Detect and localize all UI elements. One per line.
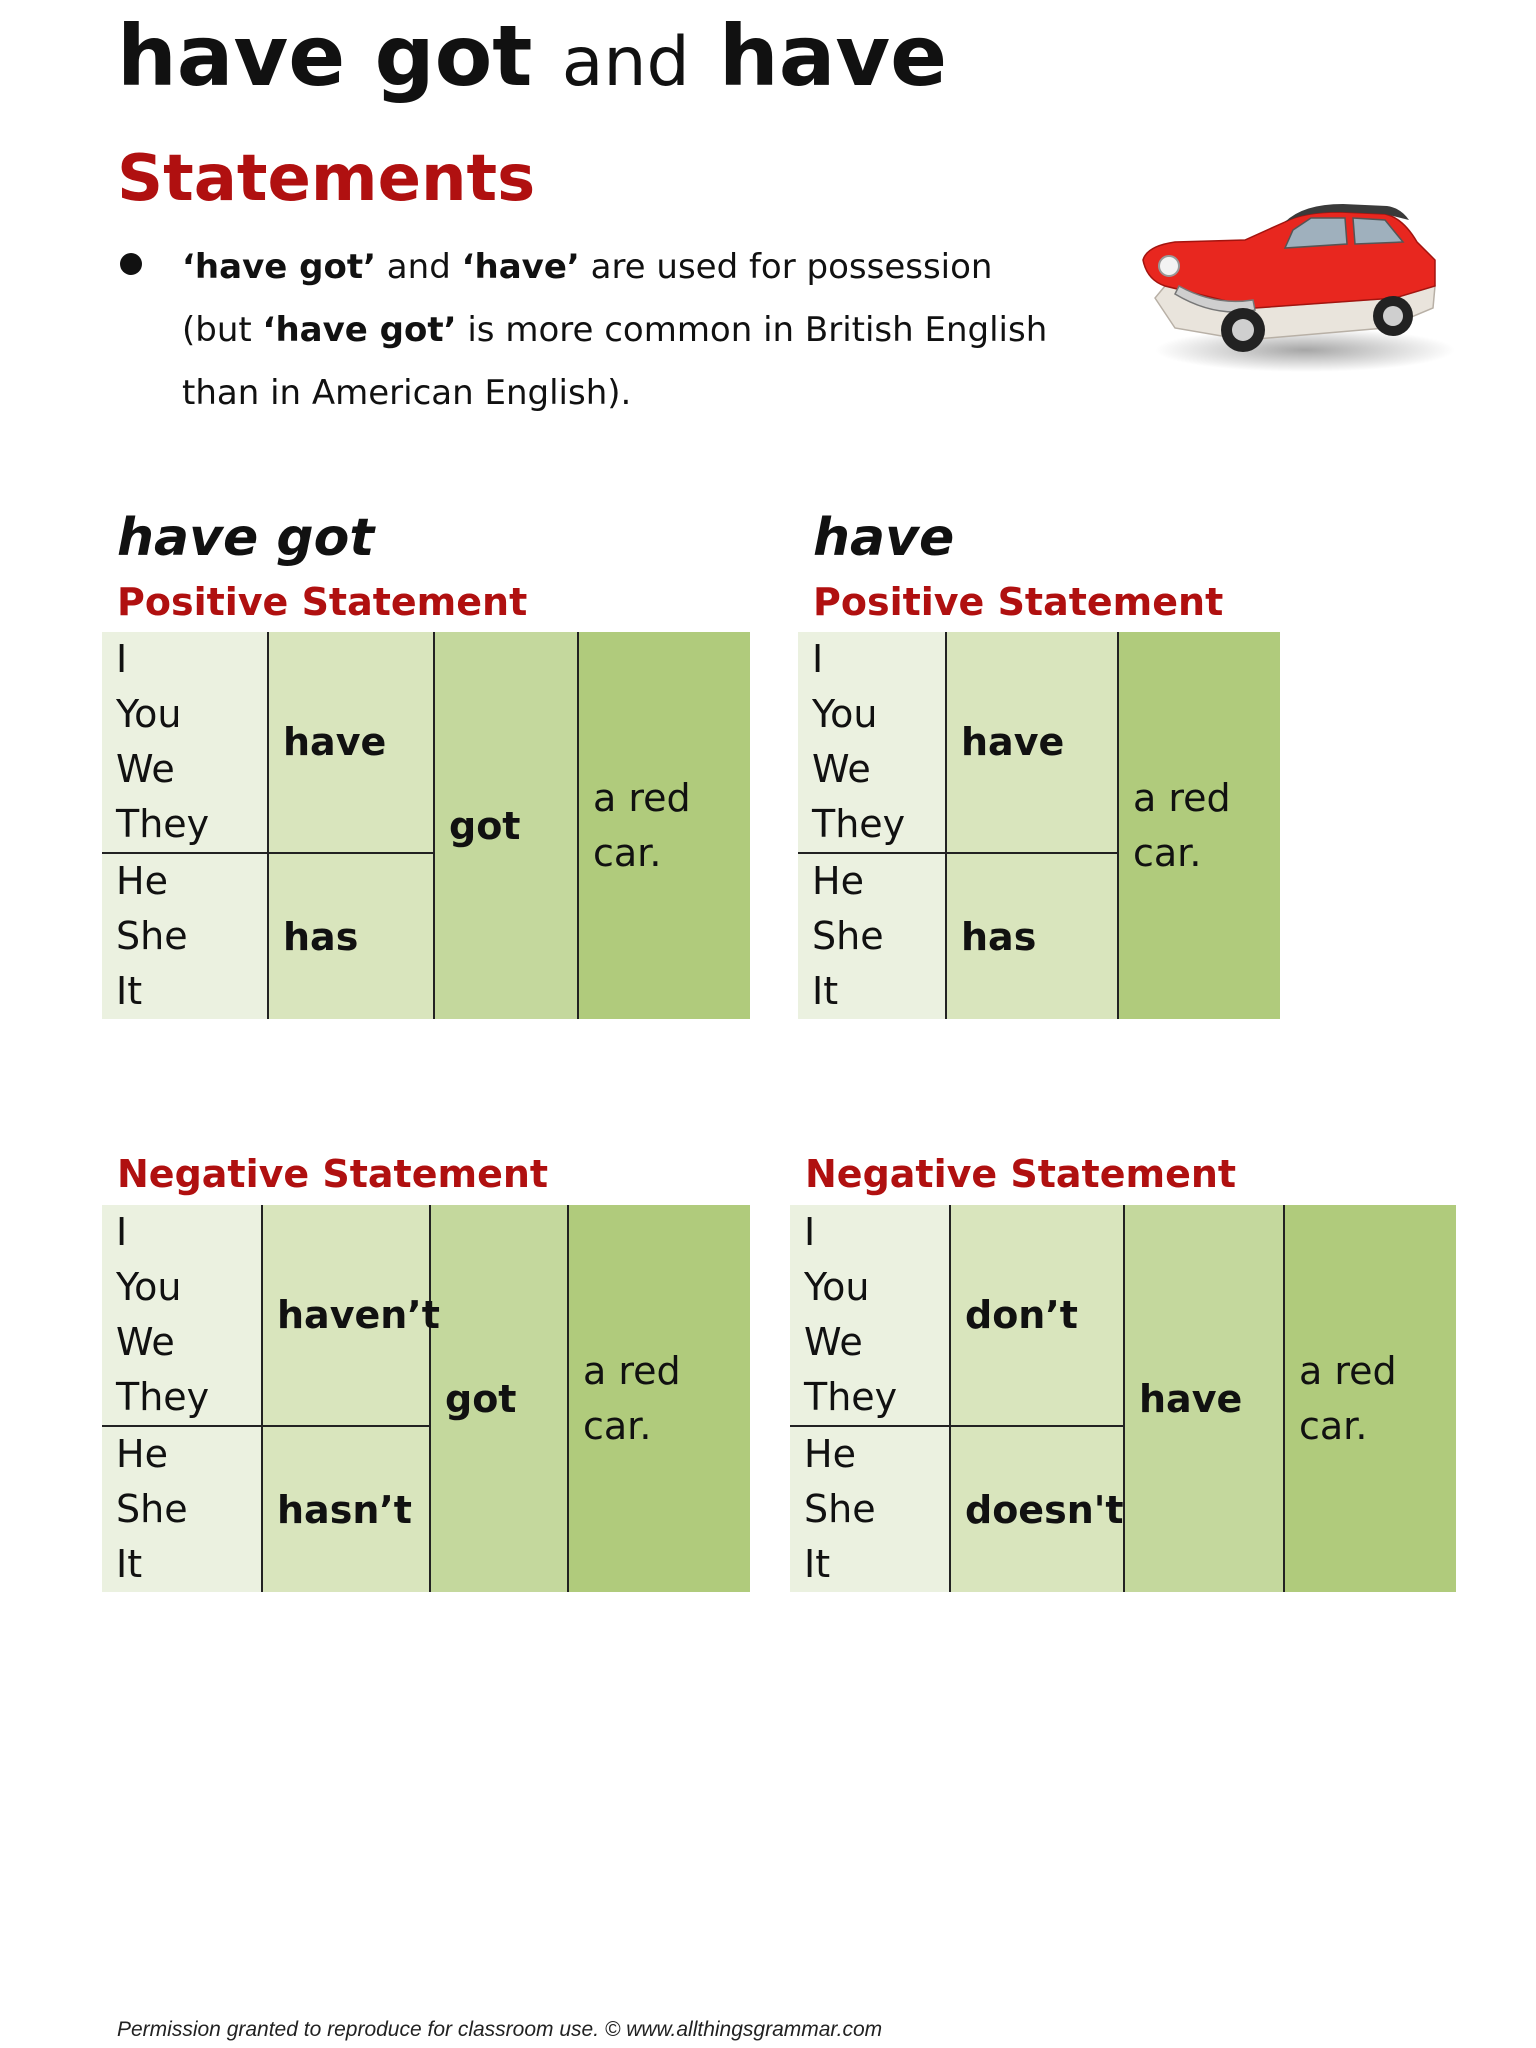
footer-permission-text: Permission granted to reproduce for classroom use. © www.allthingsgrammar.com: [117, 2018, 883, 2041]
pronoun: We: [812, 747, 871, 791]
pronoun: It: [116, 1542, 143, 1586]
bullet-term-have-got: ‘have got’: [182, 247, 376, 287]
pronoun-cell: [798, 853, 946, 1019]
have-got-positive-table: [102, 632, 750, 1019]
aux-cell: have: [1124, 1205, 1284, 1592]
pronoun: You: [804, 1265, 870, 1309]
pronoun: I: [812, 637, 824, 681]
page-title: [117, 7, 948, 105]
pronoun: I: [116, 1210, 128, 1254]
verb-cell: have: [946, 632, 1118, 853]
object-line: car.: [1133, 830, 1202, 875]
pronoun: They: [116, 802, 210, 846]
bullet-text-part: are used for possession (but: [182, 247, 993, 350]
object-cell: [1284, 1205, 1456, 1592]
table-row: [798, 632, 1280, 853]
pronoun: He: [116, 859, 168, 903]
object-line: car.: [1299, 1403, 1368, 1448]
table-row: [102, 632, 750, 853]
title-and: and: [561, 23, 690, 102]
pronoun: It: [812, 969, 839, 1013]
bullet-term-have: ‘have’: [461, 247, 580, 287]
pronoun-cell: [102, 1205, 262, 1426]
pronoun: She: [804, 1487, 876, 1531]
pronoun-cell: [790, 1205, 950, 1426]
pronoun-cell: [790, 1426, 950, 1592]
title-have: have: [718, 7, 948, 105]
verb-cell: haven’t: [262, 1205, 430, 1426]
pronoun-cell: [102, 853, 268, 1019]
section-heading-statements: Statements: [117, 142, 536, 216]
pronoun: She: [812, 914, 884, 958]
object-line: car.: [583, 1403, 652, 1448]
object-line: a red: [593, 775, 691, 820]
object-cell: [1118, 632, 1280, 1019]
table-row: [102, 1205, 750, 1426]
bullet-text-part: and: [376, 247, 462, 287]
have-negative-heading: Negative Statement: [805, 1152, 1237, 1196]
pronoun: I: [116, 637, 128, 681]
pronoun: I: [804, 1210, 816, 1254]
have-negative-table: [790, 1205, 1456, 1592]
pronoun: She: [116, 914, 188, 958]
verb-cell: doesn't: [950, 1426, 1124, 1592]
pronoun: We: [116, 1320, 175, 1364]
pronoun: She: [116, 1487, 188, 1531]
table-row: [790, 1205, 1456, 1426]
pronoun: We: [116, 747, 175, 791]
verb-cell: has: [946, 853, 1118, 1019]
have-positive-table: [798, 632, 1280, 1019]
pronoun: They: [804, 1375, 898, 1419]
pronoun: He: [812, 859, 864, 903]
verb-cell: have: [268, 632, 434, 853]
verb-cell: hasn’t: [262, 1426, 430, 1592]
verb-cell: don’t: [950, 1205, 1124, 1426]
pronoun: He: [804, 1432, 856, 1476]
object-line: a red: [583, 1348, 681, 1393]
bullet-icon: [120, 253, 142, 275]
pronoun: We: [804, 1320, 863, 1364]
pronoun: He: [116, 1432, 168, 1476]
pronoun: They: [116, 1375, 210, 1419]
have-got-negative-table: [102, 1205, 750, 1592]
aux-cell: got: [434, 632, 578, 1019]
object-line: a red: [1299, 1348, 1397, 1393]
object-cell: [568, 1205, 750, 1592]
object-line: car.: [593, 830, 662, 875]
have-got-positive-heading: Positive Statement: [117, 580, 528, 624]
bullet-text: [182, 236, 1072, 425]
pronoun-cell: [102, 632, 268, 853]
pronoun: It: [116, 969, 143, 1013]
pronoun: You: [812, 692, 878, 736]
red-car-icon: [1135, 190, 1455, 380]
object-cell: [578, 632, 750, 1019]
have-got-negative-heading: Negative Statement: [117, 1152, 549, 1196]
have-positive-heading: Positive Statement: [813, 580, 1224, 624]
pronoun-cell: [102, 1426, 262, 1592]
pronoun: You: [116, 1265, 182, 1309]
object-line: a red: [1133, 775, 1231, 820]
pronoun: They: [812, 802, 906, 846]
bullet-term-have-got-2: ‘have got’: [262, 310, 457, 350]
title-have-got: have got: [117, 7, 533, 105]
bullet-text-part: is more common in British English than in American English).: [182, 310, 1048, 413]
aux-cell: got: [430, 1205, 568, 1592]
have-title: have: [813, 508, 955, 568]
pronoun: You: [116, 692, 182, 736]
have-got-title: have got: [117, 508, 375, 568]
verb-cell: has: [268, 853, 434, 1019]
pronoun: It: [804, 1542, 831, 1586]
pronoun-cell: [798, 632, 946, 853]
